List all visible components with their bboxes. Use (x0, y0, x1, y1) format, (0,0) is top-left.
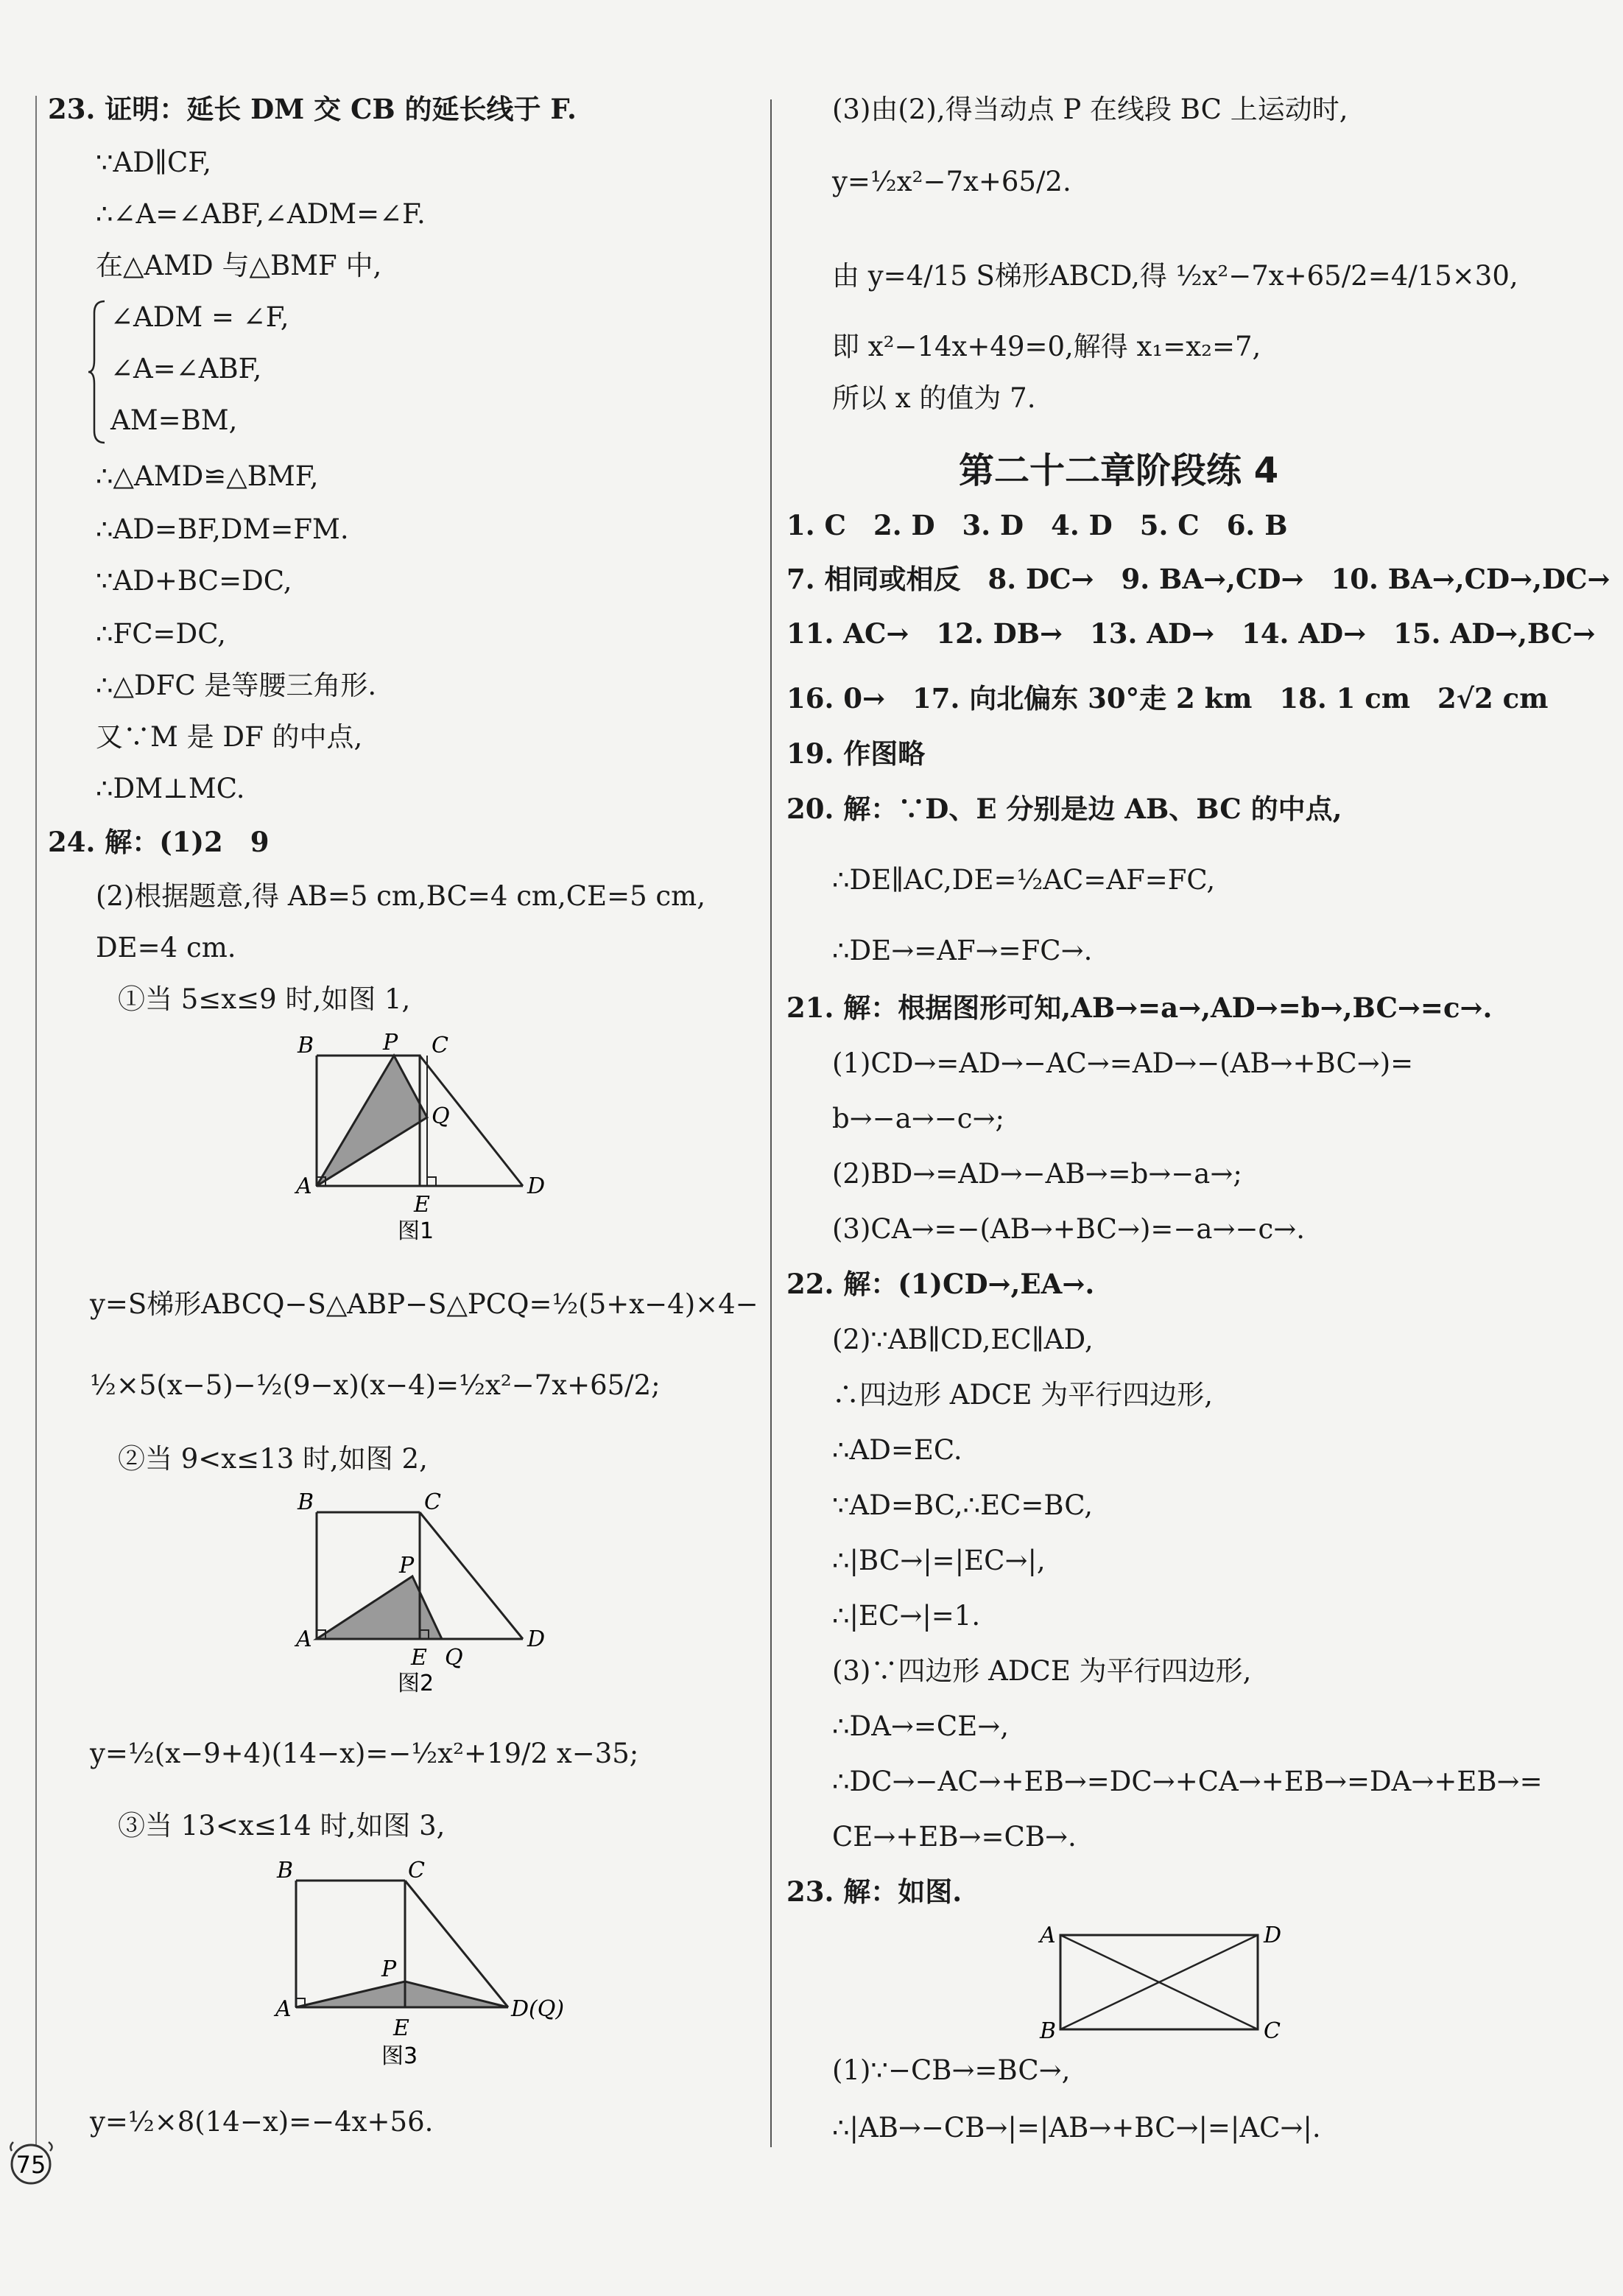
text-line: ∠ADM = ∠F, (110, 301, 289, 333)
answer-line: 11. AC→ 12. DB→ 13. AD→ 14. AD→ 15. AD→,BC→ (786, 617, 1596, 650)
text-line: y=½(x−9+4)(14−x)=−½x²+19/2 x−35; (90, 1738, 639, 1769)
point-label: C (432, 1033, 448, 1059)
q23-heading-right: 23. 解：如图. (786, 1875, 962, 1908)
figure-caption: 图1 (398, 1218, 434, 1244)
q24-heading: 24. 解：(1)2 9 (48, 826, 270, 858)
point-label: E (411, 1645, 427, 1671)
figure-2 (287, 1484, 567, 1698)
text-line: ∴|EC→|=1. (832, 1600, 981, 1632)
figure-3 (272, 1853, 582, 2074)
point-label: Q (445, 1645, 463, 1671)
text-line: ③当 13<x≤14 时,如图 3, (118, 1810, 446, 1842)
figure-1 (287, 1028, 567, 1249)
section-title: 第二十二章阶段练 4 (959, 450, 1279, 491)
text-line: AM=BM, (110, 404, 238, 436)
text-line: (2)BD→=AD→−AB→=b→−a→; (832, 1158, 1242, 1190)
point-label: A (275, 1996, 292, 2022)
text-line: (3)由(2),得当动点 P 在线段 BC 上运动时, (832, 94, 1348, 125)
text-line: ∴∠A=∠ABF,∠ADM=∠F. (96, 198, 426, 230)
answer-line: 16. 0→ 17. 向北偏东 30°走 2 km 18. 1 cm 2√2 cm (786, 682, 1549, 715)
point-label: P (399, 1553, 415, 1579)
text-line: ½×5(x−5)−½(9−x)(x−4)=½x²−7x+65/2; (90, 1369, 661, 1401)
point-label: A (1040, 1923, 1056, 1948)
text-line: ∴四边形 ADCE 为平行四边形, (832, 1379, 1213, 1411)
text-line: 即 x²−14x+49=0,解得 x₁=x₂=7, (832, 331, 1261, 362)
text-line: b→−a→−c→; (832, 1103, 1004, 1134)
text-line: (3)∵四边形 ADCE 为平行四边形, (832, 1655, 1252, 1687)
point-label: P (381, 1956, 397, 1982)
point-label: Q (432, 1103, 450, 1129)
figure-caption: 图3 (381, 2043, 418, 2069)
point-label: B (1040, 2018, 1057, 2044)
figure-caption: 图2 (398, 1671, 434, 1696)
brace-icon (87, 298, 109, 446)
point-label: C (424, 1489, 441, 1515)
point-label: D(Q) (511, 1996, 565, 2022)
text-line: ∴|AB→−CB→|=|AB→+BC→|=|AC→|. (832, 2112, 1321, 2144)
text-line: (1)CD→=AD→−AC→=AD→−(AB→+BC→)= (832, 1047, 1414, 1079)
answer-line: 7. 相同或相反 8. DC→ 9. BA→,CD→ 10. BA→,CD→,DC→ (786, 563, 1610, 595)
text-line: 由 y=4/15 S梯形ABCD,得 ½x²−7x+65/2=4/15×30, (832, 260, 1518, 292)
text-line: ∴△DFC 是等腰三角形. (96, 670, 377, 701)
page-number-badge (6, 2136, 57, 2188)
text-line: 又∵M 是 DF 的中点, (96, 721, 363, 753)
text-line: ∠A=∠ABF, (110, 353, 262, 385)
text-line: (1)∵−CB→=BC→, (832, 2054, 1071, 2086)
text-line: ∴DM⊥MC. (96, 773, 245, 804)
text-line: ②当 9<x≤13 时,如图 2, (118, 1443, 428, 1475)
figure-rectangle (1031, 1919, 1311, 2044)
point-label: C (408, 1858, 425, 1884)
left-margin-rule (35, 96, 37, 2151)
point-label: B (298, 1489, 314, 1515)
text-line: ∴DC→−AC→+EB→=DC→+CA→+EB→=DA→+EB→= (832, 1766, 1543, 1797)
q22-heading: 22. 解：(1)CD→,EA→. (786, 1268, 1095, 1300)
q20-heading: 20. 解：∵D、E 分别是边 AB、BC 的中点, (786, 793, 1342, 825)
text-line: ∴FC=DC, (96, 618, 226, 650)
point-label: A (296, 1173, 312, 1199)
text-line: CE→+EB→=CB→. (832, 1821, 1077, 1853)
answer-line: 19. 作图略 (786, 737, 926, 770)
page-number: 75 (15, 2151, 46, 2179)
text-line: ∴AD=BF,DM=FM. (96, 513, 349, 545)
point-label: E (393, 2015, 409, 2041)
point-label: B (277, 1858, 294, 1884)
text-line: ∵AD+BC=DC, (96, 565, 292, 597)
text-line: ∴DA→=CE→, (832, 1710, 1010, 1742)
text-line: ∴△AMD≌△BMF, (96, 460, 319, 492)
q23-heading: 23. 证明：延长 DM 交 CB 的延长线于 F. (48, 93, 577, 125)
text-line: DE=4 cm. (96, 932, 236, 963)
point-label: P (383, 1030, 398, 1056)
text-line: ∴DE∥AC,DE=½AC=AF=FC, (832, 864, 1216, 896)
answer-line: 1. C 2. D 3. D 4. D 5. C 6. B (786, 509, 1288, 541)
text-line: (2)∵AB∥CD,EC∥AD, (832, 1324, 1094, 1355)
text-line: y=½×8(14−x)=−4x+56. (90, 2106, 434, 2138)
text-line: ①当 5≤x≤9 时,如图 1, (118, 983, 411, 1015)
text-line: (3)CA→=−(AB→+BC→)=−a→−c→. (832, 1213, 1305, 1245)
q21-heading: 21. 解：根据图形可知,AB→=a→,AD→=b→,BC→=c→. (786, 991, 1493, 1024)
point-label: C (1264, 2018, 1281, 2044)
point-label: D (527, 1626, 546, 1652)
point-label: D (1264, 1923, 1282, 1948)
text-line: y=S梯形ABCQ−S△ABP−S△PCQ=½(5+x−4)×4− (90, 1288, 758, 1320)
point-label: A (296, 1626, 312, 1652)
text-line: 在△AMD 与△BMF 中, (96, 250, 382, 281)
point-label: B (298, 1033, 314, 1059)
point-label: E (414, 1192, 430, 1218)
text-line: y=½x²−7x+65/2. (832, 166, 1071, 197)
text-line: ∴|BC→|=|EC→|, (832, 1545, 1046, 1576)
text-line: ∵AD∥CF, (96, 147, 211, 178)
text-line: ∵AD=BC,∴EC=BC, (832, 1489, 1094, 1521)
point-label: D (527, 1173, 546, 1199)
text-line: (2)根据题意,得 AB=5 cm,BC=4 cm,CE=5 cm, (96, 880, 705, 912)
text-line: 所以 x 的值为 7. (832, 382, 1036, 414)
column-divider (770, 99, 772, 2147)
text-line: ∴DE→=AF→=FC→. (832, 935, 1093, 966)
text-line: ∴AD=EC. (832, 1434, 962, 1466)
